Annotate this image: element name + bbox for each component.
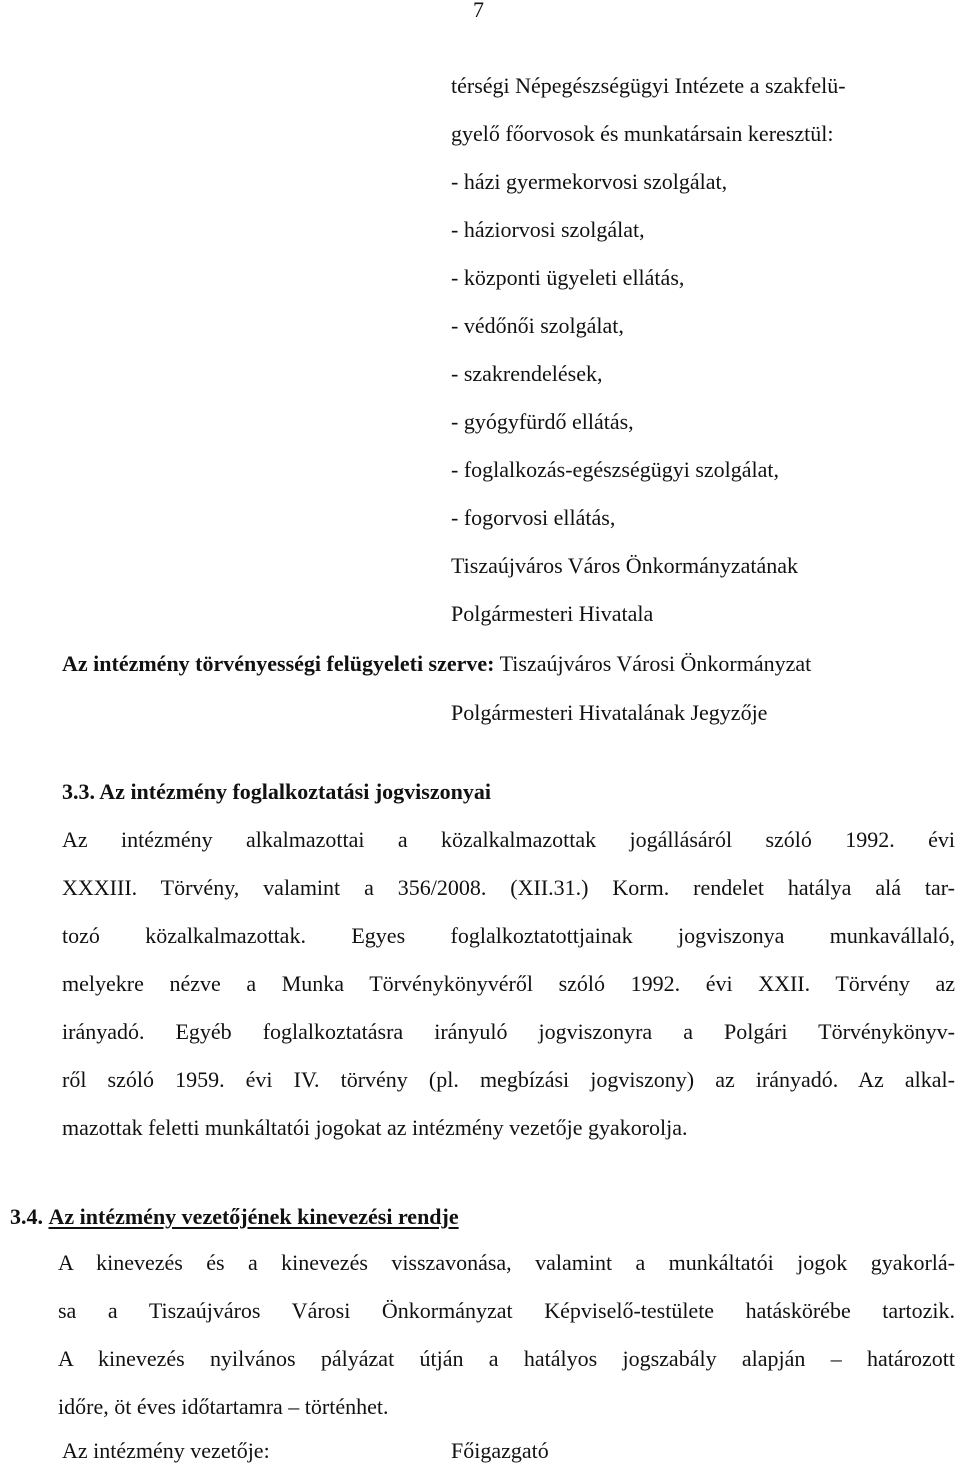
list-item: - szakrendelések, xyxy=(451,361,603,386)
list-item: - védőnői szolgálat, xyxy=(451,313,624,338)
list-item: - fogorvosi ellátás, xyxy=(451,505,616,530)
top-line-after-1: Tiszaújváros Város Önkormányzatának xyxy=(451,553,799,578)
paragraph-line: A kinevezés és a kinevezés visszavonása, valamint a munkáltatói jogok gyakorlá- xyxy=(58,1250,955,1275)
section-3-4-number: 3.4. xyxy=(10,1204,43,1229)
list-item: - gyógyfürdő ellátás, xyxy=(451,409,634,434)
top-line-after-2: Polgármesteri Hivatala xyxy=(451,601,654,626)
paragraph-line: XXXIII. Törvény, valamint a 356/2008. (XII.31.) Korm. rendelet hatálya alá tar- xyxy=(62,875,955,900)
section-3-4-title: Az intézmény vezetőjének kinevezési rendje xyxy=(48,1204,459,1229)
paragraph-line: sa a Tiszaújváros Városi Önkormányzat Képviselő-testülete hatáskörébe tartozik. xyxy=(58,1298,955,1323)
supervisory-value-1: Tiszaújváros Városi Önkormányzat xyxy=(494,651,812,676)
supervisory-label: Az intézmény törvényességi felügyeleti szerve: xyxy=(62,651,495,676)
paragraph-line: időre, öt éves időtartamra – történhet. xyxy=(58,1394,389,1419)
leader-value: Főigazgató xyxy=(451,1438,549,1463)
list-item: - központi ügyeleti ellátás, xyxy=(451,265,685,290)
paragraph-line: ről szóló 1959. évi IV. törvény (pl. megbízási jogviszony) az irányadó. Az alkal- xyxy=(62,1067,955,1092)
list-item: - foglalkozás-egészségügyi szolgálat, xyxy=(451,457,780,482)
paragraph-line: Az intézmény alkalmazottai a közalkalmazottak jogállásáról szóló 1992. évi xyxy=(62,827,955,852)
top-line-1: térségi Népegészségügyi Intézete a szakfelü- xyxy=(451,73,846,98)
paragraph-line: A kinevezés nyilvános pályázat útján a hatályos jogszabály alapján – határozott xyxy=(58,1346,955,1371)
section-3-3-heading: 3.3. Az intézmény foglalkoztatási jogviszonyai xyxy=(62,779,491,804)
paragraph-line: melyekre nézve a Munka Törvénykönyvéről szóló 1992. évi XXII. Törvény az xyxy=(62,971,955,996)
leader-label: Az intézmény vezetője: xyxy=(62,1438,270,1463)
top-line-2: gyelő főorvosok és munkatársain keresztül: xyxy=(451,121,834,146)
section-3-4-heading xyxy=(10,1193,459,1241)
supervisory-line xyxy=(62,640,811,688)
supervisory-value-2: Polgármesteri Hivatalának Jegyzője xyxy=(451,700,768,725)
page-number: 7 xyxy=(473,0,484,22)
list-item: - házi gyermekorvosi szolgálat, xyxy=(451,169,728,194)
paragraph-line: tozó közalkalmazottak. Egyes foglalkoztatottjainak jogviszonya munkavállaló, xyxy=(62,923,955,948)
list-item: - háziorvosi szolgálat, xyxy=(451,217,645,242)
paragraph-line: irányadó. Egyéb foglalkoztatásra irányuló jogviszonyra a Polgári Törvénykönyv- xyxy=(62,1019,955,1044)
paragraph-line: mazottak feletti munkáltatói jogokat az intézmény vezetője gyakorolja. xyxy=(62,1115,688,1140)
